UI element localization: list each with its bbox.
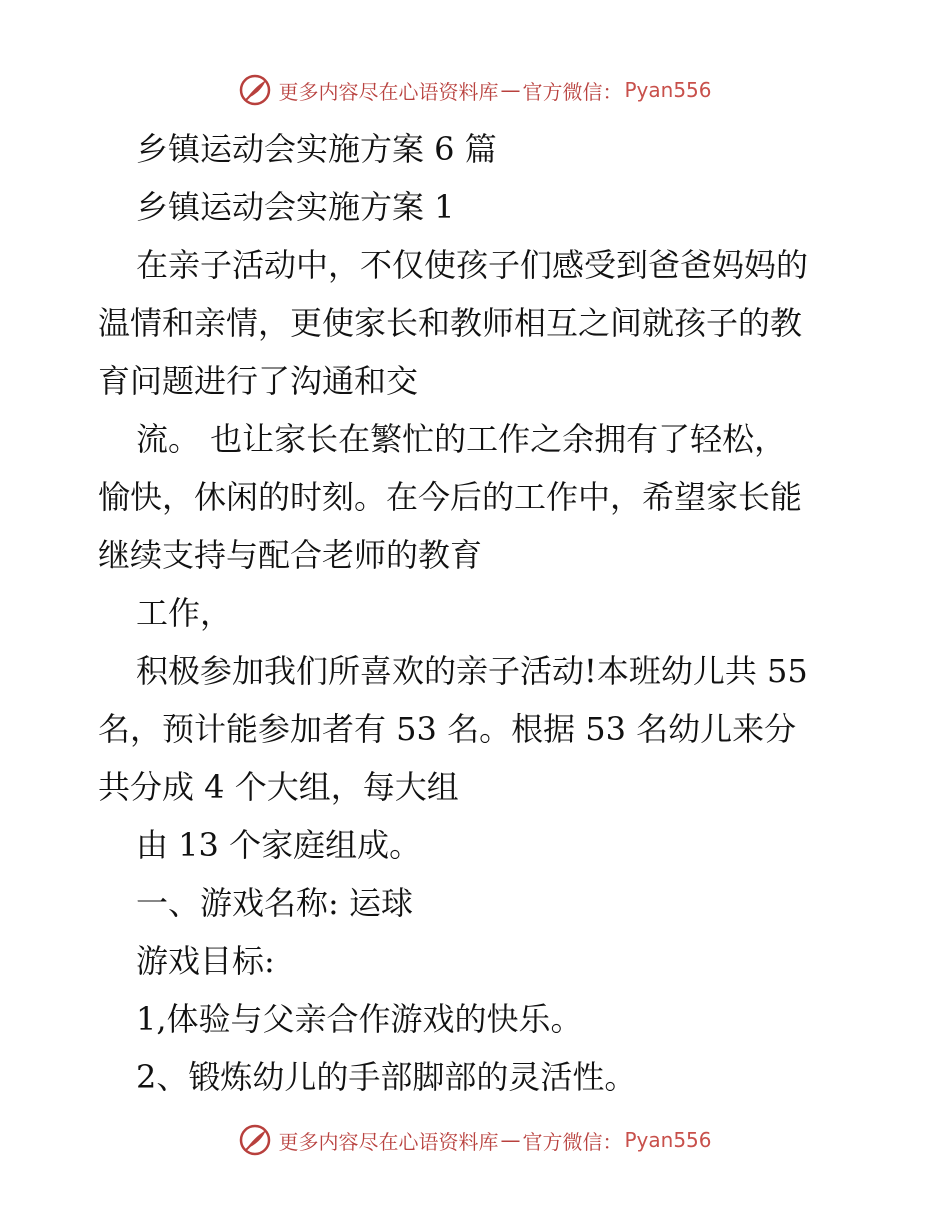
list-item: 1,体验与父亲合作游戏的快乐。 [136, 1000, 583, 1038]
paragraph-line: 育问题进行了沟通和交 [98, 362, 419, 400]
feather-pen-logo-icon [238, 73, 272, 107]
header-banner [0, 70, 950, 110]
banner-wechat-id: Pyan556 [624, 78, 712, 102]
paragraph-line: 流。 也让家长在繁忙的工作之余拥有了轻松， [136, 420, 787, 458]
paragraph-line: 愉快，休闲的时刻。在今后的工作中，希望家长能 [98, 478, 803, 516]
footer-banner [0, 1120, 950, 1160]
paragraph-line: 由 13 个家庭组成。 [136, 826, 422, 864]
banner-wechat-id: Pyan556 [624, 1128, 712, 1152]
feather-pen-logo-icon [238, 1123, 272, 1157]
game-goal-label: 游戏目标: [136, 942, 275, 980]
paragraph-line: 温情和亲情，更使家长和教师相互之间就孩子的教 [98, 304, 803, 342]
paragraph-line: 共分成 4 个大组，每大组 [98, 768, 459, 806]
section-heading: 乡镇运动会实施方案 1 [136, 188, 455, 226]
banner-text: 更多内容尽在心语资料库 [278, 1129, 499, 1154]
game-name-heading: 一、游戏名称: 运球 [136, 884, 413, 922]
banner-wechat-label: 官方微信： [522, 1129, 623, 1154]
banner-separator: — [500, 1128, 521, 1152]
paragraph-line: 在亲子活动中，不仅使孩子们感受到爸爸妈妈的 [136, 246, 809, 284]
paragraph-line: 积极参加我们所喜欢的亲子活动!本班幼儿共 55 [136, 652, 808, 690]
document-title: 乡镇运动会实施方案 6 篇 [136, 130, 497, 168]
banner-separator: — [500, 78, 521, 102]
banner-wechat-label: 官方微信： [522, 79, 623, 104]
paragraph-line: 继续支持与配合老师的教育 [98, 536, 483, 574]
banner-text: 更多内容尽在心语资料库 [278, 79, 499, 104]
paragraph-line: 工作， [136, 594, 233, 632]
list-item: 2、锻炼幼儿的手部脚部的灵活性。 [136, 1058, 637, 1096]
paragraph-line: 名，预计能参加者有 53 名。根据 53 名幼儿来分 [98, 710, 797, 748]
